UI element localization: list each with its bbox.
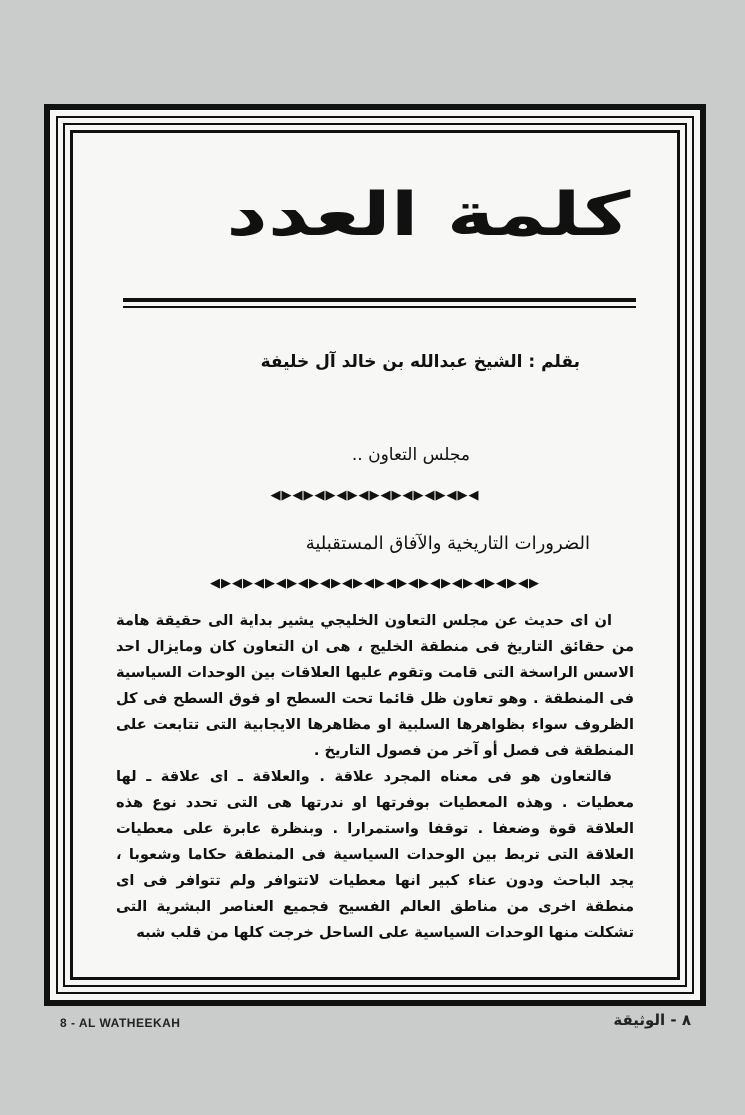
body-paragraph: ان اى حديث عن مجلس التعاون الخليجي يشير بداية الى حقيقة هامة من حقائق التاريخ فى منطقة الخليج ، هى ان التعاون كان ومايزال احد الاسس الراسخة التى قامت وتقوم عليها العلاقات بين الوحدات السياسية فى المنطقة . وهو تعاون ظل قائما تحت السطح او فوق السطح فى كل الظروف سواء بظواهرها السلبية او مظاهرها الايجابية التى تتابعت على المنطقة فى فصل أو آخر من فصول التاريخ . bbox=[116, 612, 634, 759]
article-content bbox=[80, 140, 670, 970]
article-subject: مجلس التعاون .. bbox=[351, 445, 470, 465]
ornament-divider: ◀▶◀▶◀▶◀▶◀▶◀▶◀▶◀▶◀▶◀ bbox=[270, 488, 480, 503]
ornament-divider: ◀▶◀▶◀▶◀▶◀▶◀▶◀▶◀▶◀▶◀▶◀▶◀▶◀▶◀▶◀▶ bbox=[210, 576, 540, 591]
article-body bbox=[116, 608, 634, 946]
body-paragraph: فالتعاون هو فى معناه المجرد علاقة . والعلاقة ـ اى علاقة ـ لها معطيات . وهذه المعطيات بوفرتها او ندرتها هى التى تحدد نوع هذه العلاقة قوة وضعفا . توقفا واستمرارا . وبنظرة عابرة على معطيات العلاقة التى تربط بين الوحدات السياسية فى المنطقة حكاما وشعوبا ، يجد الباحث ودون عناء كبير انها معطيات لاتتوافر ولم تتوافر فى اى منطقة اخرى من مناطق العالم الفسيح فجميع العناصر البشرية التى تشكلت منها الوحدات السياسية على الساحل خرجت كلها من قلب شبه bbox=[116, 768, 634, 941]
article-subtitle: الضرورات التاريخية والآفاق المستقبلية bbox=[305, 533, 590, 554]
footer-page-label-arabic: ٨ - الوثيقة bbox=[613, 1011, 691, 1029]
title-rule bbox=[123, 298, 636, 302]
footer-page-label: 8 - AL WATHEEKAH bbox=[60, 1016, 181, 1030]
masthead-title: كلمة العدد bbox=[225, 180, 630, 250]
page-frame bbox=[44, 104, 706, 1006]
author-byline: بقلم : الشيخ عبدالله بن خالد آل خليفة bbox=[260, 352, 580, 372]
title-rule bbox=[123, 306, 636, 308]
